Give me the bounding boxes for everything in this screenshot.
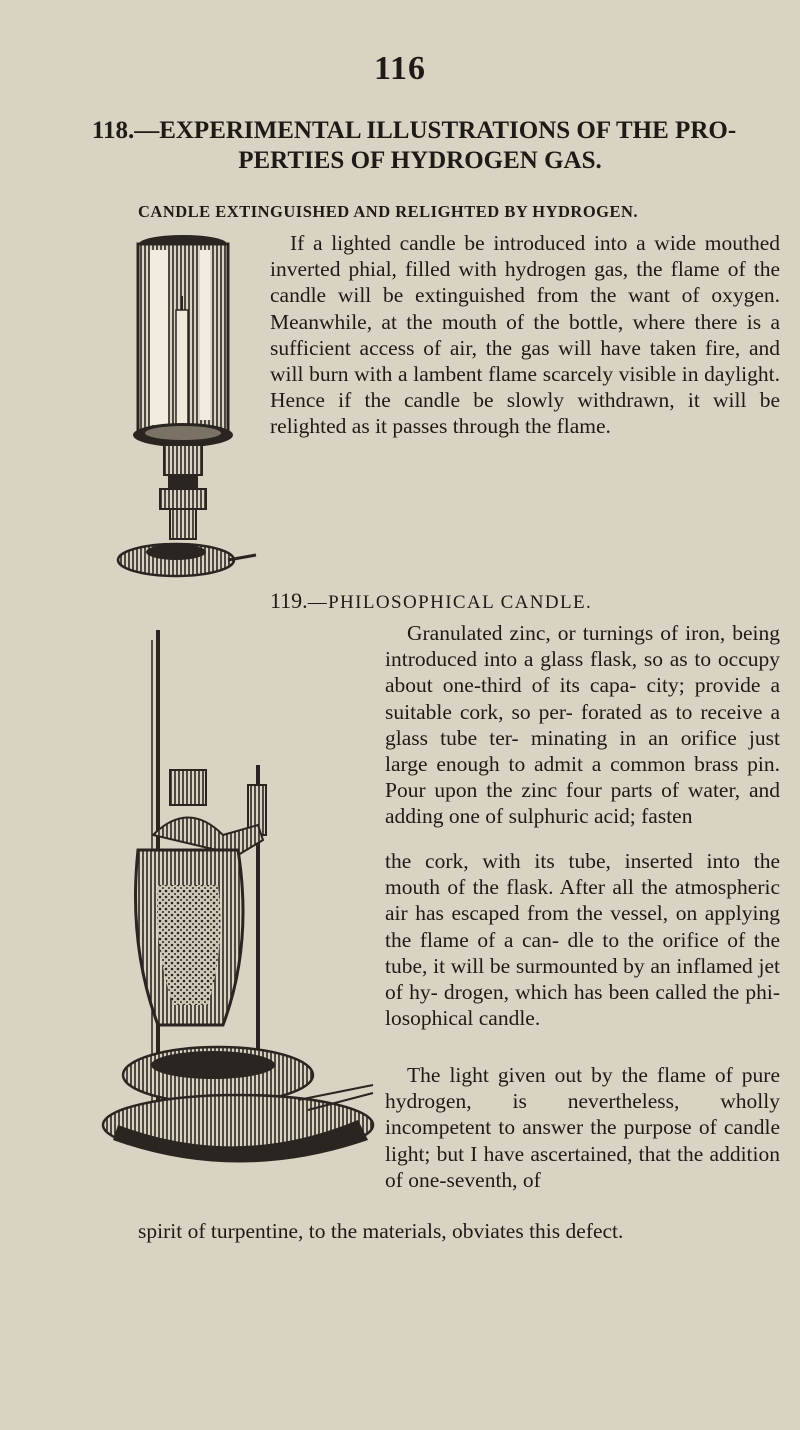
section-118-subheading: CANDLE EXTINGUISHED AND RELIGHTED BY HYDROGEN. (138, 202, 639, 221)
page-number: 116 (373, 50, 427, 87)
section-119-number: 119. (270, 588, 308, 613)
section-119-paragraph-1-text: Granulated zinc, or turnings of iron, being introduced into a glass flask, so as to occupy about one-third of its capa- city; provide a suitable cork, so per- forated as to receive a glass tube ter- minating in an orifice just large enough to admit a common brass pin. Pour upon the zinc four parts of water, and adding one of sulphuric acid; fasten (385, 621, 780, 829)
inverted-phial-illustration (108, 230, 258, 586)
section-119-paragraph-2: the cork, with its tube, inserted into the mouth of the flask. After all the atmospheric air has escaped from the vessel, on applying the flame of a can- dle to the orifice of the tube, it will be surmounted by an inflamed jet of hy- drogen, which has been called the phi- losophical candle. (385, 849, 780, 1031)
section-119-paragraph-3-text: The light given out by the flame of pure hydrogen, is nevertheless, wholly incompetent to answer the purpose of candle light; but I have ascertained, that the addition of one-seventh, of (385, 1063, 780, 1192)
section-119-tail: spirit of turpentine, to the materials, obviates this defect. (138, 1219, 624, 1243)
section-119-title: —PHILOSOPHICAL CANDLE. (307, 592, 593, 613)
philosophical-candle-illustration (98, 625, 378, 1215)
section-119-paragraph-1 (385, 620, 780, 830)
section-119-paragraph-3 (385, 1062, 780, 1193)
section-118-paragraph: If a lighted candle be introduced into a wide mouthed inverted phial, filled with hydrogen gas, the flame of the candle will be extinguished from the want of oxygen. Meanwhile, at the mouth of the bottle, where there is a sufficient access of air, the gas will have taken fire, and will burn with a lambent flame scarcely visible in daylight. Hence if the candle be slowly withdrawn, it will be relighted as it passes through the flame. (270, 231, 780, 439)
section-119-heading (270, 588, 592, 614)
section-118-heading: 118.—EXPERIMENTAL ILLUSTRATIONS OF THE PRO- PERTIES OF HYDROGEN GAS. (91, 117, 737, 174)
